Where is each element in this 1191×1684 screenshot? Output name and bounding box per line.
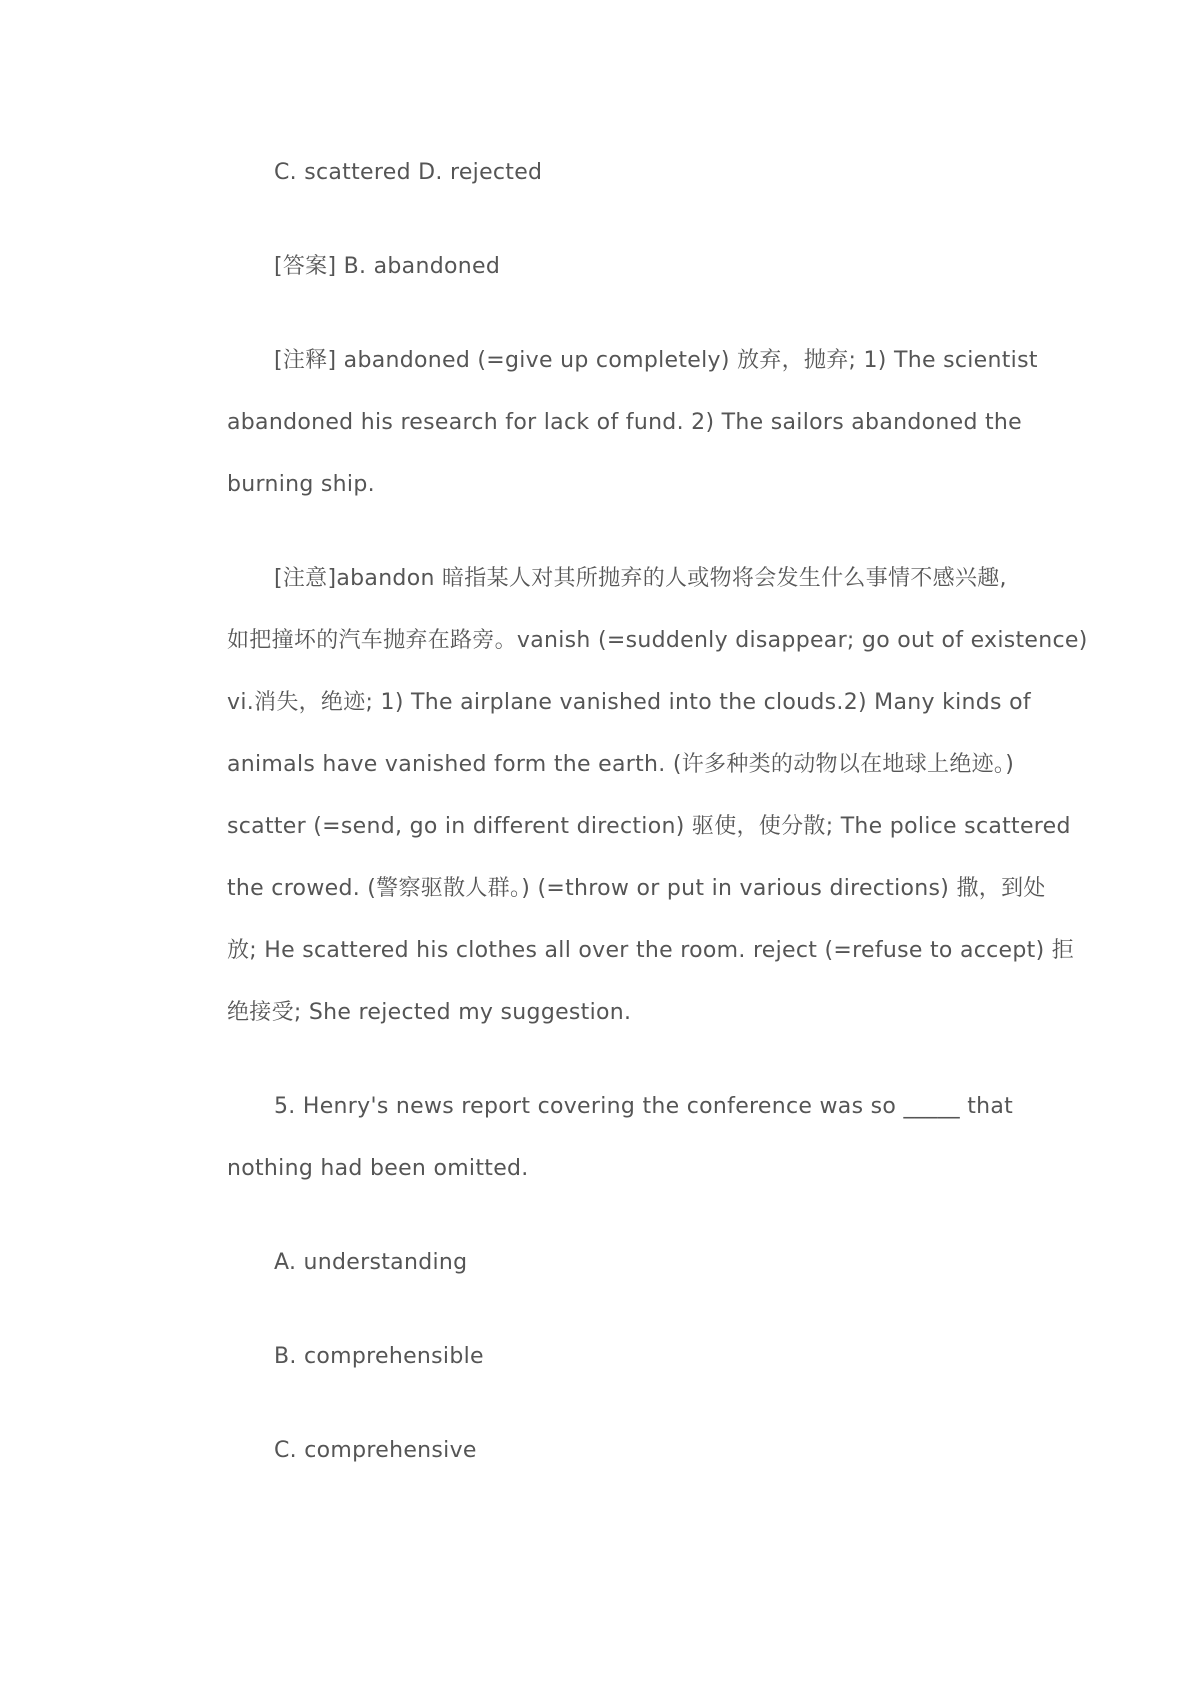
attention-paragraph: [180, 548, 1088, 1044]
text-line: A. understanding: [274, 1250, 468, 1275]
option-c-paragraph: [180, 1420, 1020, 1482]
options-cd-paragraph: [180, 142, 1020, 204]
text-line: 放; He scattered his clothes all over the room. reject (=refuse to accept) 拒: [227, 938, 1075, 963]
text-line: vi.消失，绝迹; 1) The airplane vanished into the clouds.2) Many kinds of: [227, 690, 1031, 715]
text-line: [答案] B. abandoned: [274, 254, 501, 279]
option-a-paragraph: [180, 1232, 1020, 1294]
text-line: burning ship.: [227, 472, 375, 497]
question-5-paragraph: [180, 1076, 1020, 1200]
text-line: C. scattered D. rejected: [274, 160, 543, 185]
text-line: C. comprehensive: [274, 1438, 477, 1463]
text-line: scatter (=send, go in different direction) 驱使，使分散; The police scattered: [227, 814, 1071, 839]
text-line: 如把撞坏的汽车抛弃在路旁。vanish (=suddenly disappear; go out of existence): [227, 628, 1088, 653]
text-line: [注释] abandoned (=give up completely) 放弃，抛弃; 1) The scientist: [274, 348, 1038, 373]
text-line: B. comprehensible: [274, 1344, 484, 1369]
document-body: [180, 142, 1088, 1514]
text-line: [注意]abandon 暗指某人对其所抛弃的人或物将会发生什么事情不感兴趣,: [274, 566, 1007, 591]
text-line: abandoned his research for lack of fund. 2) The sailors abandoned the: [227, 410, 1023, 435]
answer-paragraph: [180, 236, 1020, 298]
text-line: the crowed. (警察驱散人群。) (=throw or put in various directions) 撒，到处: [227, 876, 1046, 901]
text-line: 绝接受; She rejected my suggestion.: [227, 1000, 632, 1025]
explanation-paragraph: [180, 330, 1038, 516]
text-line: animals have vanished form the earth. (许多种类的动物以在地球上绝迹。): [227, 752, 1015, 777]
text-line: 5. Henry's news report covering the conference was so _____ that: [274, 1094, 1014, 1119]
option-b-paragraph: [180, 1326, 1020, 1388]
text-line: nothing had been omitted.: [227, 1156, 529, 1181]
